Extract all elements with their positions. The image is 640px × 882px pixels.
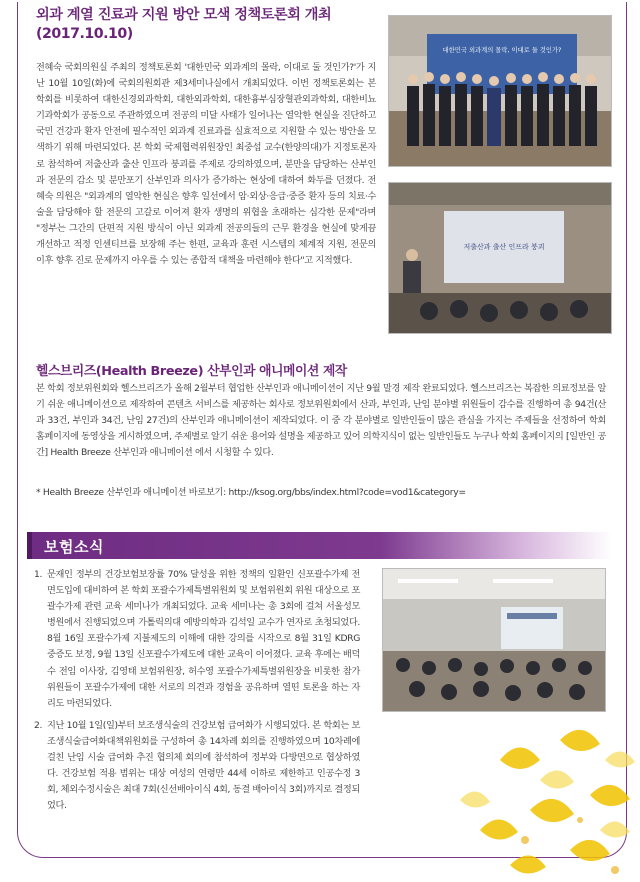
ginkgo-leaves-decoration [440,700,640,882]
photo-forum-lecture [388,182,612,334]
article1-title: 외과 계열 진료과 지원 방안 모색 정책토론회 개최 (2017.10.10) [36,7,332,42]
list-item [34,718,360,815]
article1-body: 전혜숙 국회의원실 주최의 정책토론회 '대한민국 외과계의 몰락, 이대로 둘 것인가?'가 지난 10월 10일(화)에 국회의원회관 제3세미나실에서 개최되었다. 이번 정책토론회는 본 학회를 비롯하여 대한신경외과학회, 대한외과학회, 대한흉부심장혈관외과학회, 대한비뇨기과학회가 공동으로 주관하였으며 전공의 미달 사태가 일어나는 열악한 현실을 진단하고 국민 건강과 환자 안전에 필수적인 외과계 진료과를 실효적으로 지원할 수 있는 방안을 모색하기 위해 마련되었다. 본 학회 국제협력위원장인 최중섭 교수(한양의대)가 지정토론자로 참석하여 저출산과 출산 인프라 붕괴를 주제로 강의하였으며, 분만을 담당하는 산부인과 전문의 감소 및 분만포기 산부인과 의사가 증가하는 현상에 대하여 화두를 던졌다. 전혜숙 의원은 "외과계의 열악한 현실은 향후 일선에서 암·외상·응급·중증 환자 등의 치료·수술을 담당해야 할 전문의 고갈로 이어져 환자 생명의 위협을 초래하는 심각한 문제"라며 "정부는 그간의 단편적 지원 방식이 아닌 외과계 전공의들의 근무 환경을 현실에 맞게끔 개선하고 적정 인센티브를 보장해 주는 한편, 교육과 훈련 시스템의 체계적 지원, 전문의 이후 향후 진로 문제까지 아우를 수 있는 종합적 대책을 마련해야 한다"고 지적했다. [36,62,376,267]
lecture-photo-illustration [389,183,611,333]
list-item-number: 2. [34,719,43,731]
animation-link-note: * Health Breeze 산부인과 애니메이션 바로보기: http://ksog.org/bbs/index.html?code=vod1&category= [36,487,466,498]
list-item-number: 1. [34,569,43,580]
group-photo-illustration [389,16,611,166]
seminar-photo-illustration [383,569,605,711]
forum-banner-text: 대한민국 외과계의 몰락, 이대로 둘 것인가? [442,47,562,54]
section-banner [27,532,612,559]
list-item [34,567,360,712]
insurance-news-list [34,567,360,820]
list-item-text: 문재인 정부의 건강보험보장률 70% 달성을 위한 정책의 일환인 신포괄수가제 전면도입에 대비하여 본 학회 포괄수가제특별위원회 및 보험위원회 위원 대상으로 포괄수가제 관련 교육 세미나가 개최되었다. 교육 세미나는 총 3회에 걸쳐 서울성모병원에서 진행되었으며 가톨릭의대 예방의학과 김석일 교수가 연자로 초청되었다. 8월 16일 포괄수가제 지불제도의 이해에 대한 강의를 시작으로 8월 31일 KDRG 중증도 보정, 9월 13일 신포괄수가제도에 대한 교육이 이어졌다. 교육 후에는 배덕수 전임 이사장, 김영태 보험위원장, 허수영 포괄수가제특별위원장을 비롯한 참가 위원들이 포괄수가제에 대한 서로의 의견과 경험을 공유하며 열띤 토론을 하는 자리도 마련되었다. [47,569,360,709]
lecture-slide-text: 저출산과 출산 인프라 붕괴 [463,243,545,251]
photo-forum-group [388,15,612,167]
article2-title: 헬스브리즈(Health Breeze) 산부인과 애니메이션 제작 [36,364,347,379]
section-heading: 보험소식 [44,538,104,556]
list-item-text: 지난 10월 1일(일)부터 보조생식술의 건강보험 급여화가 시행되었다. 본 학회는 보조생식술급여화대책위원회를 구성하여 총 14차례 회의를 진행하였으며 10차례에 걸친 난임 시술 급여화 추진 협의체 회의에 참석하여 정부와 다방면으로 협상하였다. 건강보험 적용 범위는 대상 여성의 연령만 44세 이하로 제한하고 인공수정 3회, 체외수정시술은 최대 7회(신선배아이식 4회, 동결 배아이식 3회)까지로 결정되었다. [47,719,360,812]
photo-seminar [382,568,606,712]
article2-body: 본 학회 정보위원회와 헬스브리즈가 올해 2월부터 협업한 산부인과 애니메이션이 지난 9월 말경 제작 완료되었다. 헬스브리즈는 복잡한 의료정보를 알기 쉬운 애니메이션으로 제작하여 콘텐츠 서비스를 제공하는 회사로 정보위원회에서 산과, 부인과, 난임 분야별 위원들이 감수를 진행하여 총 94건(산과 33건, 부인과 34건, 난임 27건)의 산부인과 애니메이션이 제작되었다. 이 중 각 분야별로 일반인들이 많은 관심을 가지는 주제들을 선정하여 학회 홈페이지에 동영상을 게시하였으며, 주제별로 알기 쉬운 용어와 설명을 제공하고 있어 의학지식이 없는 일반인들도 누구나 학회 홈페이지의 [일반인 공간] Health Breeze 산부인과 애니메이션 에서 시청할 수 있다. [36,383,606,459]
